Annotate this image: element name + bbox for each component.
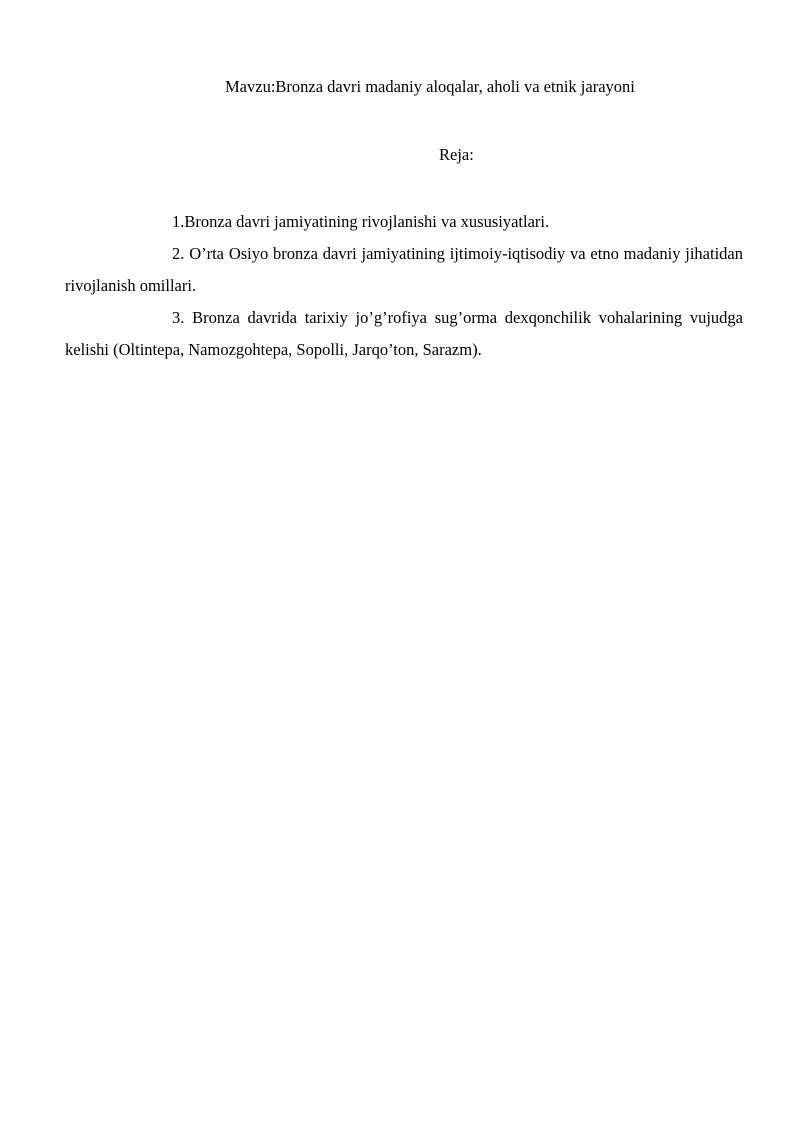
- plan-item-1: 1.Bronza davri jamiyatining rivojlanishi va xususiyatlari.: [172, 212, 550, 231]
- topic-title: Mavzu:Bronza davri madaniy aloqalar, aholi va etnik jarayoni: [225, 77, 635, 96]
- plan-item-2: 2. O’rta Osiyo bronza davri jamiyatining ijtimoiy-iqtisodiy va etno madaniy jihatidan rivojlanish omillari.: [65, 244, 743, 295]
- plan-heading: Reja:: [439, 145, 474, 164]
- plan-list: [65, 206, 743, 366]
- plan-item-3: 3. Bronza davrida tarixiy jo’g’rofiya sug’orma dexqonchilik vohalarining vujudga kelishi (Oltintepa, Namozgohtepa, Sopolli, Jarqo’ton, Sarazm).: [65, 308, 743, 359]
